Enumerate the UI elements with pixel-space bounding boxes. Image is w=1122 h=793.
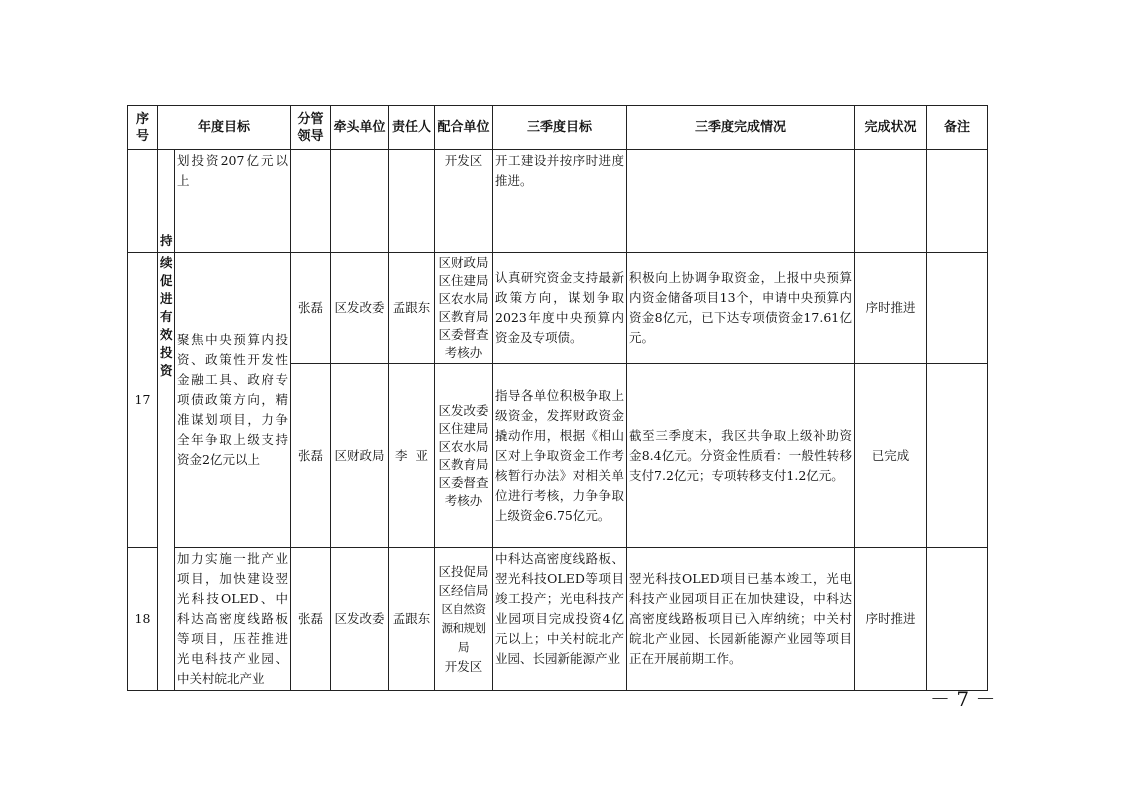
category-char: 效 bbox=[160, 327, 173, 342]
row17a-lead-unit: 区发改委 bbox=[331, 253, 389, 364]
cont-coop-unit-cell: 开发区 bbox=[435, 150, 493, 253]
row18-coop-unit-1: 区投促局 bbox=[438, 564, 489, 579]
category-char: 续 bbox=[160, 255, 173, 270]
cont-person-cell bbox=[389, 150, 435, 253]
work-progress-table bbox=[127, 105, 988, 691]
cont-leader-cell bbox=[291, 150, 331, 253]
cont-goal-cell: 划投资207亿元以上 bbox=[175, 150, 291, 253]
row17b-completion: 已完成 bbox=[855, 364, 927, 548]
row17b-coop-unit: 区发改委区住建局区农水局区教育局区委督查考核办 bbox=[435, 364, 493, 548]
header-completion: 完成状况 bbox=[855, 106, 927, 150]
category-label-top: 持 bbox=[158, 150, 175, 253]
row17a-coop-unit: 区财政局区住建局区农水局区教育局区委督查考核办 bbox=[435, 253, 493, 364]
category-char: 投 bbox=[160, 345, 173, 360]
row17b-leader: 张磊 bbox=[291, 364, 331, 548]
row18-seq: 18 bbox=[128, 548, 158, 691]
table-row bbox=[128, 253, 988, 364]
row17a-remark bbox=[927, 253, 988, 364]
cont-q3-goal-cell: 开工建设并按序时进度推进。 bbox=[493, 150, 627, 253]
category-char: 资 bbox=[160, 363, 173, 378]
row18-q3-goal: 中科达高密度线路板、翌光科技OLED等项目竣工投产；光电科技产业园项目完成投资4亿元以上；中关村皖北产业园、长园新能源产业 bbox=[493, 548, 627, 691]
row17b-person: 李 亚 bbox=[389, 364, 435, 548]
row17b-q3-goal: 指导各单位积极争取上级资金，发挥财政资金撬动作用，根据《相山区对上争取资金工作考核暂行办法》对相关单位进行考核，力争争取上级资金6.75亿元。 bbox=[493, 364, 627, 548]
header-lead-unit: 牵头单位 bbox=[331, 106, 389, 150]
header-q3-goal: 三季度目标 bbox=[493, 106, 627, 150]
cont-q3-status-cell bbox=[627, 150, 855, 253]
row17b-lead-unit: 区财政局 bbox=[331, 364, 389, 548]
header-person: 责任人 bbox=[389, 106, 435, 150]
category-char: 有 bbox=[160, 309, 173, 324]
row17-seq: 17 bbox=[128, 253, 158, 548]
row18-coop-unit-2: 区经信局 bbox=[438, 583, 489, 598]
row17a-q3-status: 积极向上协调争取资金，上报中央预算内资金储备项目13个，申请中央预算内资金8亿元，已下达专项债资金17.61亿元。 bbox=[627, 253, 855, 364]
row18-coop-unit-4: 开发区 bbox=[444, 659, 483, 674]
row18-completion: 序时推进 bbox=[855, 548, 927, 691]
row17a-person: 孟跟东 bbox=[389, 253, 435, 364]
row17a-q3-goal: 认真研究资金支持最新政策方向，谋划争取2023年度中央预算内资金及专项债。 bbox=[493, 253, 627, 364]
row18-lead-unit: 区发改委 bbox=[331, 548, 389, 691]
category-label-vertical bbox=[158, 253, 175, 691]
header-seq: 序号 bbox=[128, 106, 158, 150]
row17-goal: 聚焦中央预算内投资、政策性开发性金融工具、政府专项债政策方向，精准谋划项目，力争全年争取上级支持资金2亿元以上 bbox=[175, 253, 291, 548]
page-number: － 7 － bbox=[930, 687, 996, 711]
header-remark: 备注 bbox=[927, 106, 988, 150]
cont-seq-cell bbox=[128, 150, 158, 253]
header-q3-status: 三季度完成情况 bbox=[627, 106, 855, 150]
row18-coop-unit-3: 区自然资源和规划局 bbox=[441, 602, 486, 654]
row17a-completion: 序时推进 bbox=[855, 253, 927, 364]
header-goal: 年度目标 bbox=[158, 106, 291, 150]
cont-completion-cell bbox=[855, 150, 927, 253]
row17b-remark bbox=[927, 364, 988, 548]
table-row bbox=[128, 150, 988, 253]
row18-remark bbox=[927, 548, 988, 691]
row18-q3-status: 翌光科技OLED项目已基本竣工，光电科技产业园项目正在加快建设，中科达高密度线路板项目已入库纳统；中关村皖北产业园、长园新能源产业园等项目正在开展前期工作。 bbox=[627, 548, 855, 691]
row18-goal: 加力实施一批产业项目，加快建设翌光科技OLED、中科达高密度线路板等项目，压茬推进光电科技产业园、中关村皖北产业 bbox=[175, 548, 291, 691]
category-char: 进 bbox=[160, 291, 173, 306]
row18-person: 孟跟东 bbox=[389, 548, 435, 691]
category-char: 促 bbox=[160, 273, 173, 288]
row18-leader: 张磊 bbox=[291, 548, 331, 691]
row17a-leader: 张磊 bbox=[291, 253, 331, 364]
header-coop-unit: 配合单位 bbox=[435, 106, 493, 150]
cont-remark-cell bbox=[927, 150, 988, 253]
header-leader: 分管领导 bbox=[291, 106, 331, 150]
row18-coop-unit bbox=[435, 548, 493, 691]
row17b-q3-status: 截至三季度末，我区共争取上级补助资金8.4亿元。分资金性质看：一般性转移支付7.2亿元；专项转移支付1.2亿元。 bbox=[627, 364, 855, 548]
cont-lead-unit-cell bbox=[331, 150, 389, 253]
table-row bbox=[128, 548, 988, 691]
